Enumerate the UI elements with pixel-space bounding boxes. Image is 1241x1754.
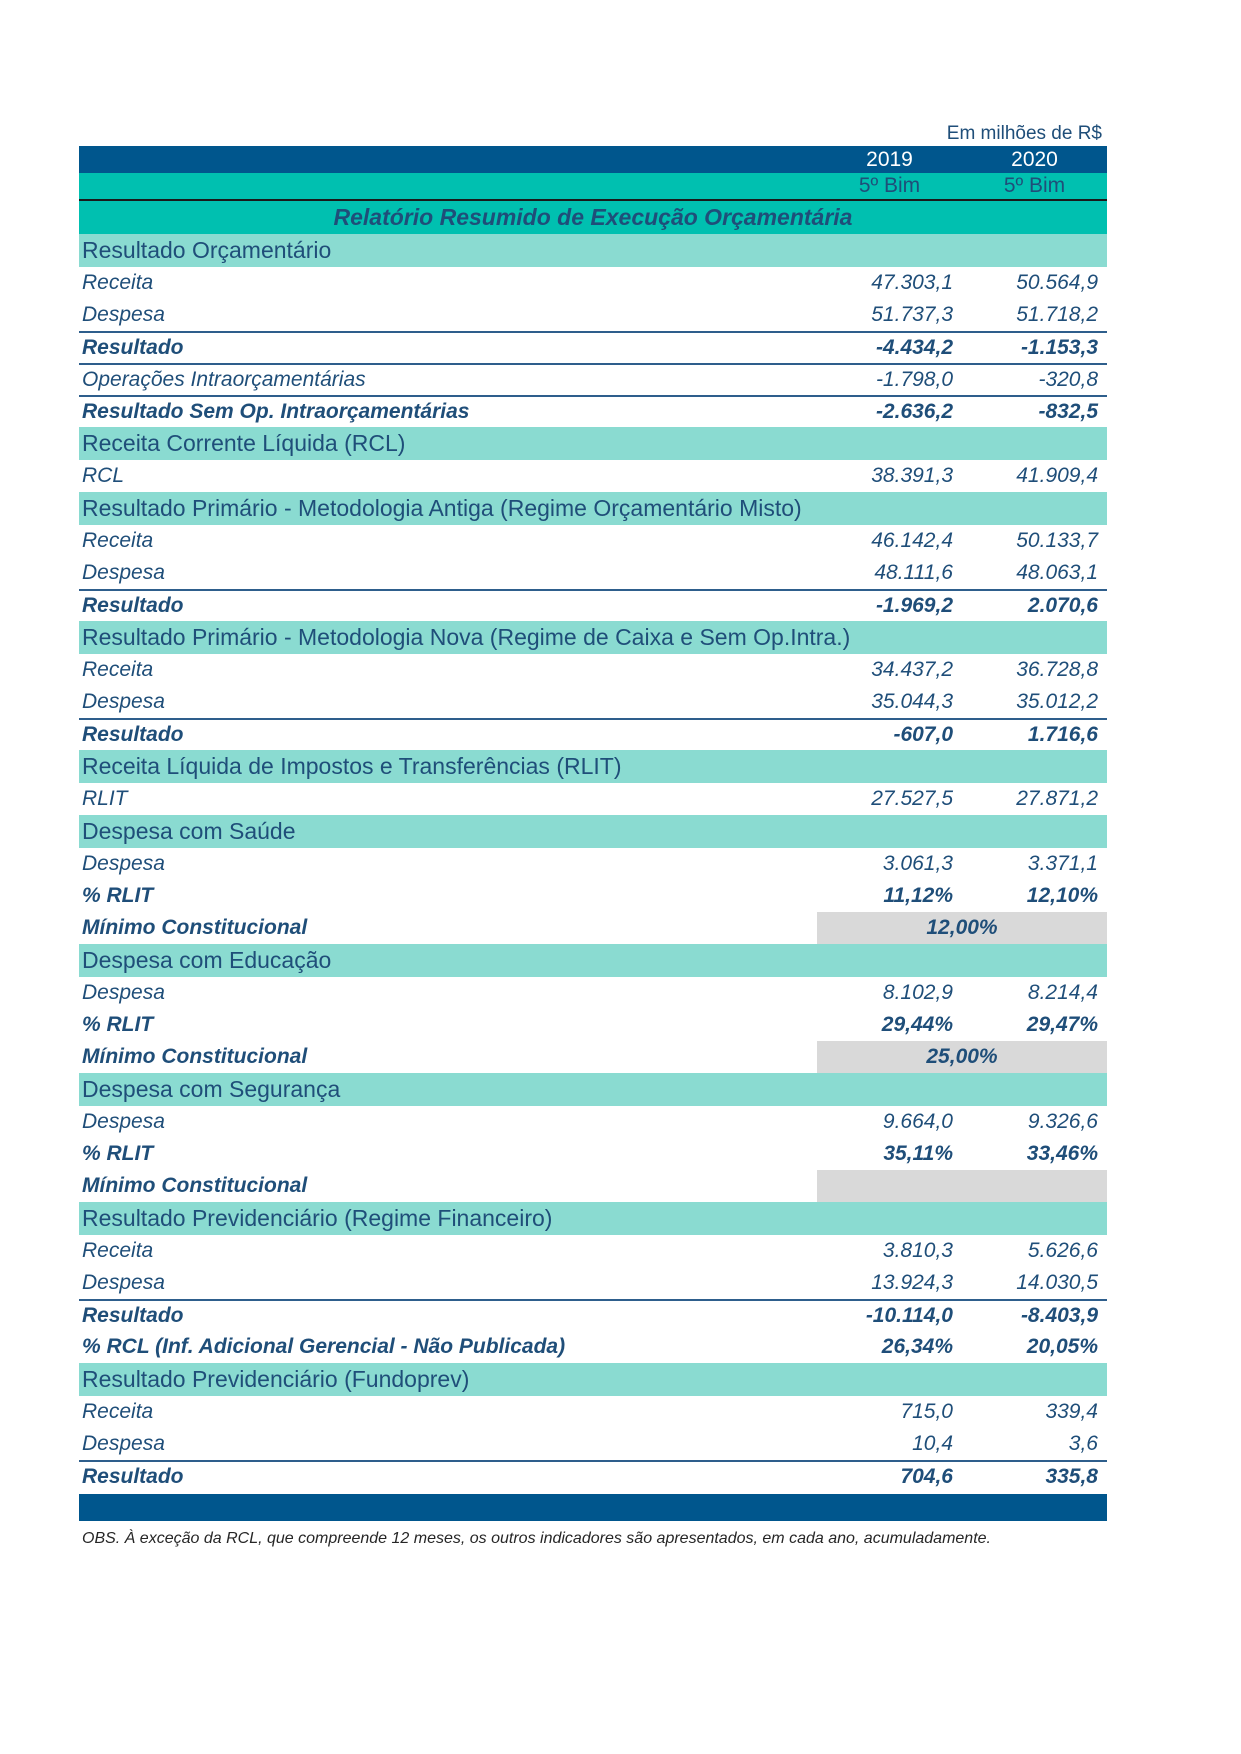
section-header: [79, 1202, 1107, 1235]
value-2020: 35.012,2: [1016, 690, 1098, 713]
value-2020: 3.371,1: [1027, 852, 1098, 875]
value-2019: 29,44%: [881, 1013, 953, 1036]
row-label: Receita: [82, 529, 154, 552]
value-2020: 33,46%: [1026, 1142, 1098, 1165]
table-row: [79, 460, 1107, 492]
table-row: [79, 331, 1107, 363]
value-2019: 34.437,2: [871, 658, 953, 681]
row-label: Resultado: [82, 336, 184, 359]
table-row: [79, 783, 1107, 815]
value-2020: 27.871,2: [1016, 787, 1098, 810]
table-row: [79, 363, 1107, 395]
row-label: Despesa: [82, 852, 165, 875]
section-label: Resultado Orçamentário: [82, 237, 332, 263]
section-label: Despesa com Educação: [82, 947, 332, 973]
value-2019: 47.303,1: [871, 271, 953, 294]
value-2019: 9.664,0: [882, 1110, 953, 1133]
row-label: Resultado: [82, 723, 184, 746]
table-row: [79, 395, 1107, 427]
value-2019: 13.924,3: [871, 1271, 953, 1294]
table-row: [79, 654, 1107, 686]
section-label: Despesa com Saúde: [82, 818, 296, 844]
value-2019: 8.102,9: [882, 981, 953, 1004]
value-2019: 46.142,4: [871, 529, 953, 552]
value-2019: 11,12%: [883, 884, 953, 907]
value-2019: 48.111,6: [874, 561, 953, 584]
row-label: Receita: [82, 1400, 154, 1423]
section-label: Resultado Previdenciário (Regime Financeiro): [82, 1205, 553, 1231]
section-header: [79, 234, 1107, 267]
row-label: Despesa: [82, 303, 165, 326]
merged-value-cell: 25,00%: [817, 1041, 1107, 1073]
row-label: % RLIT: [82, 884, 154, 907]
table-row: [79, 977, 1107, 1009]
row-label: % RLIT: [82, 1142, 154, 1165]
section-header: [79, 1363, 1107, 1396]
year-2019: 2019: [866, 147, 913, 171]
section-label: Resultado Primário - Metodologia Nova (Regime de Caixa e Sem Op.Intra.): [82, 624, 851, 650]
value-2019: -1.969,2: [875, 594, 953, 617]
row-label: Despesa: [82, 1110, 165, 1133]
table-row: [79, 1428, 1107, 1460]
value-2019: 35,11%: [883, 1142, 953, 1165]
row-label: Despesa: [82, 690, 165, 713]
table-row: [79, 1396, 1107, 1428]
row-label: % RCL (Inf. Adicional Gerencial - Não Publicada): [82, 1335, 566, 1358]
row-label: Resultado: [82, 1465, 184, 1488]
value-2019: -2.636,2: [875, 400, 953, 423]
value-2020: 3,6: [1068, 1432, 1098, 1455]
value-2019: 3.810,3: [882, 1239, 953, 1262]
table-row: [79, 1106, 1107, 1138]
value-2020: 5.626,6: [1027, 1239, 1098, 1262]
table-row: [79, 1299, 1107, 1331]
section-header: [79, 492, 1107, 525]
section-header: [79, 815, 1107, 848]
section-label: Receita Corrente Líquida (RCL): [82, 430, 406, 456]
table-row: [79, 557, 1107, 589]
value-2019: 27.527,5: [871, 787, 953, 810]
value-2020: 50.564,9: [1016, 271, 1098, 294]
section-label: Resultado Primário - Metodologia Antiga (Regime Orçamentário Misto): [82, 495, 802, 521]
section-header: [79, 944, 1107, 977]
period-2019: 5º Bim: [858, 174, 921, 197]
merged-value-cell: [817, 1170, 1107, 1202]
table-body: [79, 234, 1107, 1492]
row-label: Resultado: [82, 594, 184, 617]
row-label: Despesa: [82, 981, 165, 1004]
row-label: Mínimo Constitucional: [82, 1174, 308, 1197]
observation-note: OBS. À exceção da RCL, que compreende 12 meses, os outros indicadores são apresentados, em cada ano, acumuladamente.: [82, 1530, 991, 1547]
row-label: Despesa: [82, 561, 165, 584]
table-row: [79, 1138, 1107, 1170]
table-row: [79, 267, 1107, 299]
period-header-row: [79, 173, 1107, 201]
year-2020: 2020: [1011, 147, 1058, 171]
value-2019: -607,0: [893, 723, 953, 746]
table-row: [79, 525, 1107, 557]
value-2020: 1.716,6: [1027, 723, 1098, 746]
table-row: [79, 1331, 1107, 1363]
table-row: [79, 1009, 1107, 1041]
value-2020: 2.070,6: [1027, 594, 1098, 617]
row-label: Resultado Sem Op. Intraorçamentárias: [82, 400, 470, 423]
table-row: [79, 299, 1107, 331]
constitutional-minimum-row: [79, 1170, 1107, 1202]
value-2019: -10.114,0: [865, 1304, 953, 1327]
value-2019: 51.737,3: [871, 303, 953, 326]
units-note: Em milhões de R$: [946, 123, 1102, 144]
report-title: Relatório Resumido de Execução Orçamentária: [79, 201, 1107, 234]
value-2020: 48.063,1: [1016, 561, 1098, 584]
value-2019: 35.044,3: [871, 690, 953, 713]
row-label: Receita: [82, 271, 154, 294]
row-label: Despesa: [82, 1432, 165, 1455]
value-2020: 36.728,8: [1016, 658, 1098, 681]
section-header: [79, 427, 1107, 460]
constitutional-minimum-row: [79, 912, 1107, 944]
value-2019: 26,34%: [881, 1335, 953, 1358]
row-label: Mínimo Constitucional: [82, 916, 308, 939]
row-label: Despesa: [82, 1271, 165, 1294]
value-2019: 704,6: [900, 1465, 953, 1488]
row-label: % RLIT: [82, 1013, 154, 1036]
constitutional-minimum-row: [79, 1041, 1107, 1073]
value-2020: -832,5: [1038, 400, 1098, 423]
row-label: Receita: [82, 1239, 154, 1262]
value-2019: 3.061,3: [882, 852, 953, 875]
value-2019: 715,0: [900, 1400, 953, 1423]
value-2020: 335,8: [1045, 1465, 1098, 1488]
value-2020: -1.153,3: [1020, 336, 1098, 359]
merged-value-cell: 12,00%: [817, 912, 1107, 944]
year-header-row: [79, 146, 1107, 173]
row-label: RCL: [82, 464, 125, 487]
table-row: [79, 848, 1107, 880]
row-label: Receita: [82, 658, 154, 681]
table-row: [79, 589, 1107, 621]
section-label: Receita Líquida de Impostos e Transferências (RLIT): [82, 753, 622, 779]
table-row: [79, 1267, 1107, 1299]
value-2019: 38.391,3: [871, 464, 953, 487]
row-label: Operações Intraorçamentárias: [82, 368, 366, 391]
budget-report: [79, 121, 1107, 1553]
value-2019: 10,4: [912, 1432, 953, 1455]
table-row: [79, 718, 1107, 750]
row-label: RLIT: [82, 787, 128, 810]
footer-bar: [79, 1494, 1107, 1521]
section-label: Resultado Previdenciário (Fundoprev): [82, 1366, 470, 1392]
value-2020: 41.909,4: [1016, 464, 1098, 487]
value-2020: -320,8: [1038, 368, 1098, 391]
value-2020: 51.718,2: [1016, 303, 1098, 326]
row-label: Resultado: [82, 1304, 184, 1327]
section-label: Despesa com Segurança: [82, 1076, 341, 1102]
value-2020: 14.030,5: [1016, 1271, 1098, 1294]
table-row: [79, 1235, 1107, 1267]
value-2020: 8.214,4: [1027, 981, 1098, 1004]
section-header: [79, 1073, 1107, 1106]
section-header: [79, 750, 1107, 783]
value-2020: 339,4: [1045, 1400, 1098, 1423]
value-2019: -4.434,2: [875, 336, 953, 359]
row-label: Mínimo Constitucional: [82, 1045, 308, 1068]
value-2020: 50.133,7: [1016, 529, 1098, 552]
value-2020: 12,10%: [1026, 884, 1098, 907]
table-row: [79, 880, 1107, 912]
table-row: [79, 1460, 1107, 1492]
table-row: [79, 686, 1107, 718]
value-2019: -1.798,0: [875, 368, 953, 391]
value-2020: 9.326,6: [1027, 1110, 1098, 1133]
period-2020: 5º Bim: [1003, 174, 1066, 197]
value-2020: 29,47%: [1026, 1013, 1098, 1036]
section-header: [79, 621, 1107, 654]
value-2020: 20,05%: [1026, 1335, 1098, 1358]
value-2020: -8.403,9: [1020, 1304, 1098, 1327]
